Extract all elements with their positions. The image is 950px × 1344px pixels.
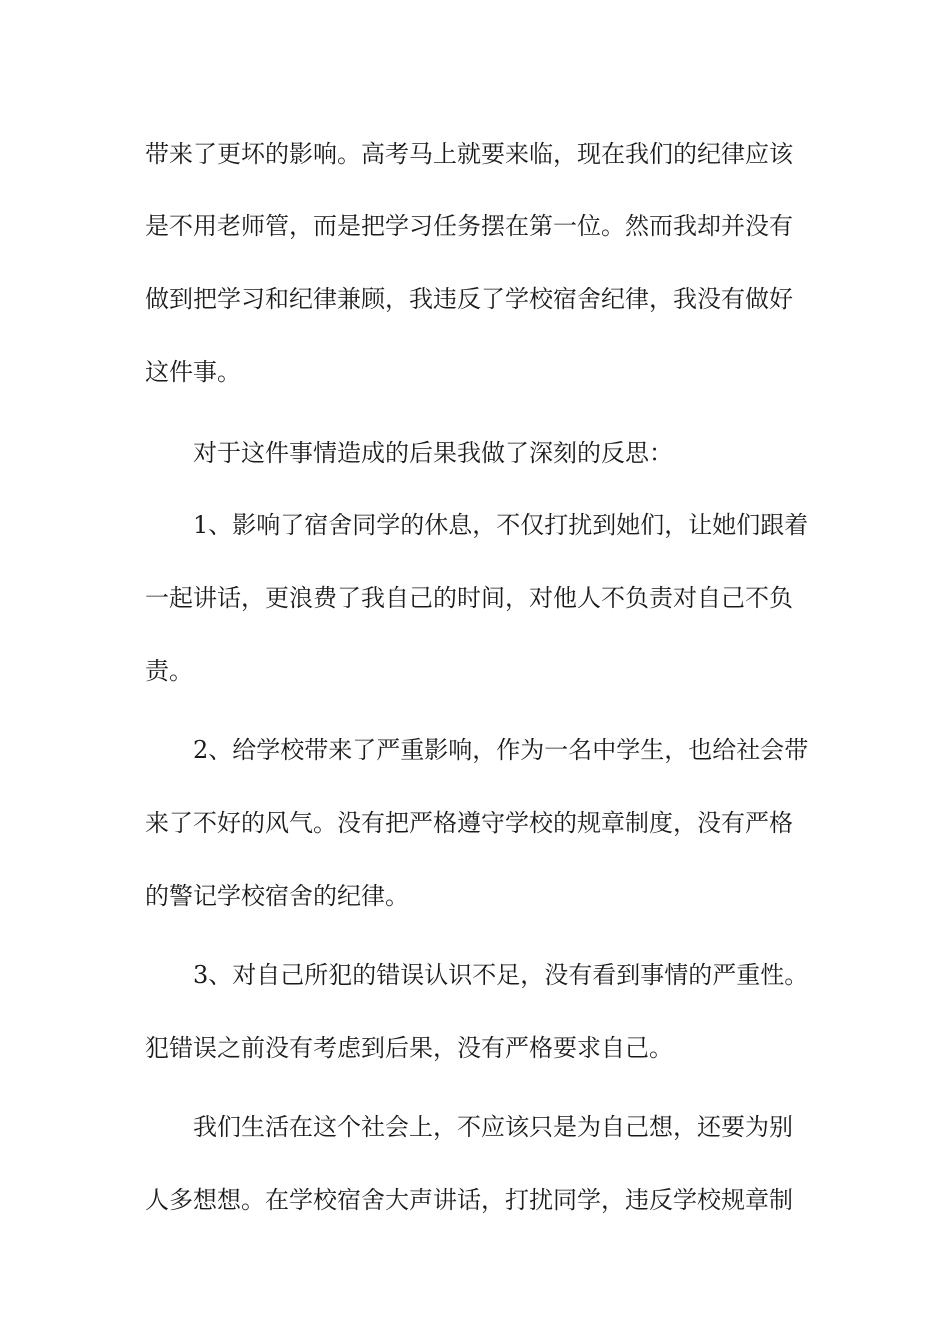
text-line: 责。: [145, 657, 193, 685]
text-line: 的警记学校宿舍的纪律。: [145, 882, 409, 910]
text-line: 2、给学校带来了严重影响，作为一名中学生，也给社会带: [193, 736, 809, 764]
text-line: 是不用老师管，而是把学习任务摆在第一位。然而我却并没有: [145, 212, 793, 240]
text-line: 这件事。: [145, 358, 241, 386]
text-line: 我们生活在这个社会上，不应该只是为自己想，还要为别: [193, 1113, 793, 1141]
text-line: 带来了更坏的影响。高考马上就要来临，现在我们的纪律应该: [145, 140, 793, 168]
text-line: 3、对自己所犯的错误认识不足，没有看到事情的严重性。: [193, 961, 809, 989]
text-line: 1、影响了宿舍同学的休息，不仅打扰到她们，让她们跟着: [193, 511, 809, 539]
text-line: 做到把学习和纪律兼顾，我违反了学校宿舍纪律，我没有做好: [145, 285, 793, 313]
text-line: 一起讲话，更浪费了我自己的时间，对他人不负责对自己不负: [145, 584, 793, 612]
text-line: 人多想想。在学校宿舍大声讲话，打扰同学，违反学校规章制: [145, 1186, 793, 1214]
text-line: 来了不好的风气。没有把严格遵守学校的规章制度，没有严格: [145, 809, 793, 837]
text-line: 犯错误之前没有考虑到后果，没有严格要求自己。: [145, 1034, 673, 1062]
text-line: 对于这件事情造成的后果我做了深刻的反思：: [193, 439, 673, 467]
